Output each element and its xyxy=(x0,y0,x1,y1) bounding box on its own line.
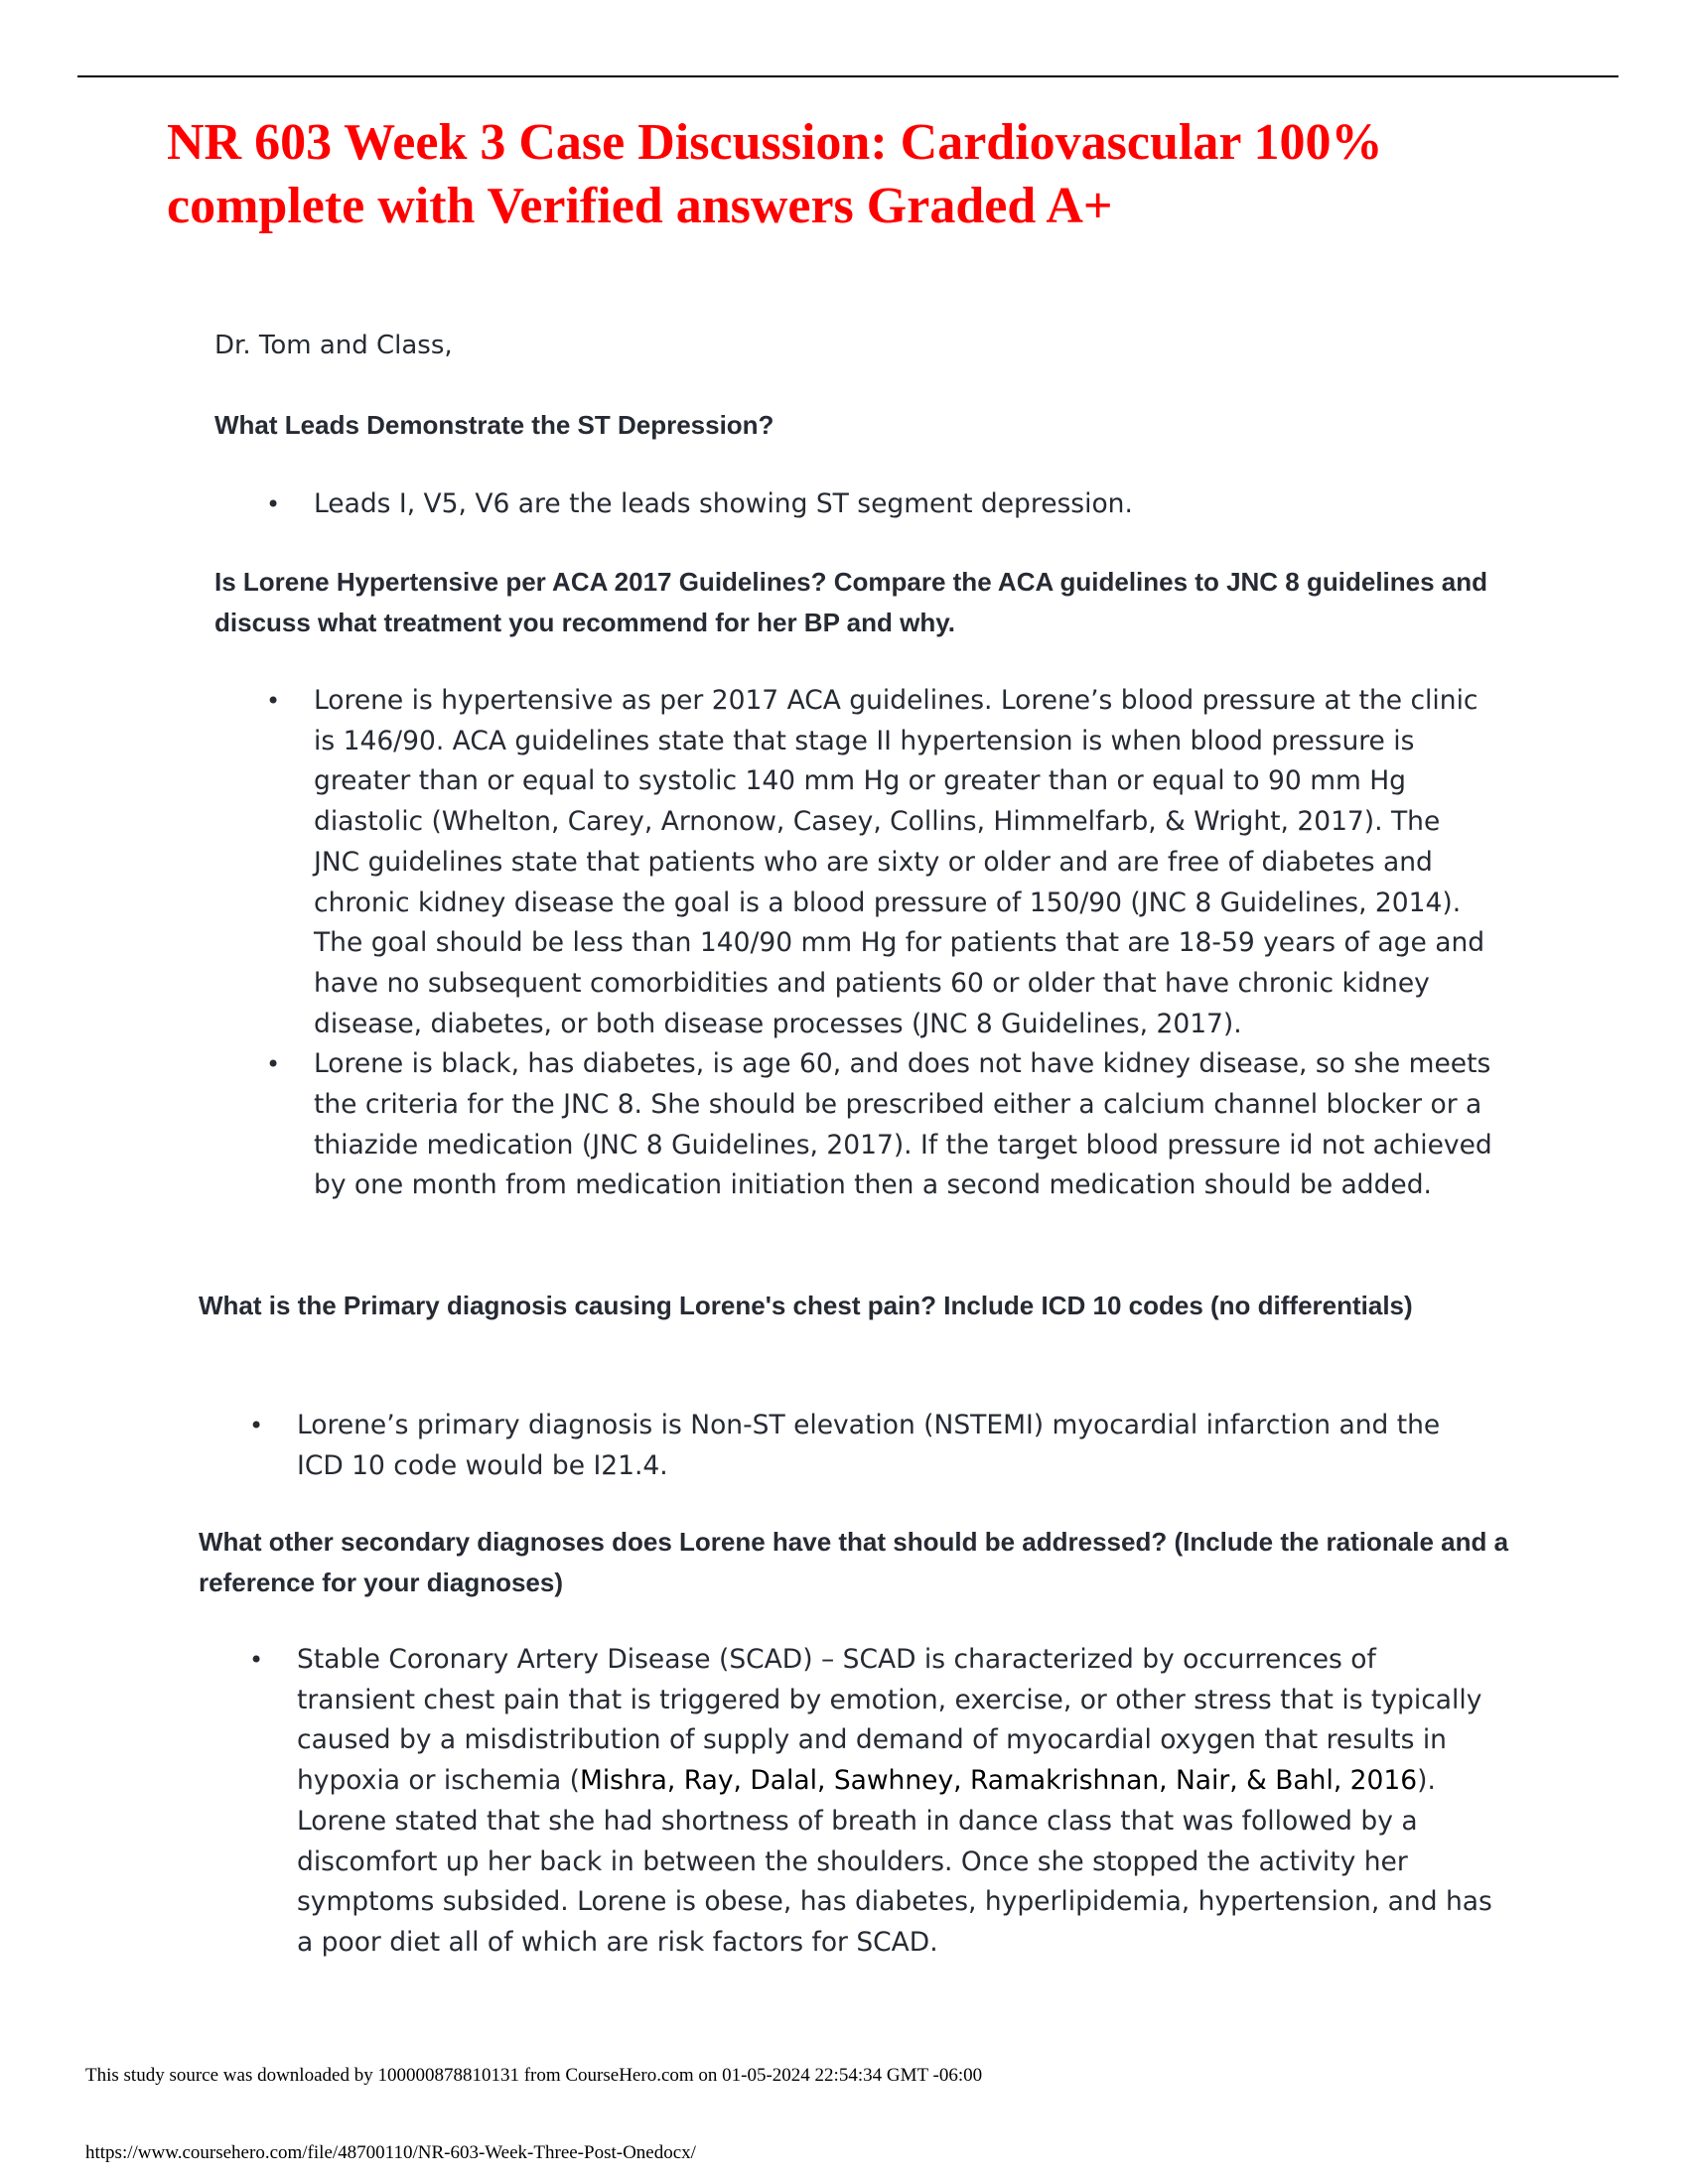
section-list-secondary-diagnoses xyxy=(249,1640,1494,1964)
document-title: NR 603 Week 3 Case Discussion: Cardiovascular 100% complete with Verified answers Graded A+ xyxy=(167,114,1383,234)
bullet-icon: • xyxy=(266,1050,281,1079)
section-list-primary-diagnosis xyxy=(249,1406,1488,1486)
bullet-icon: • xyxy=(249,1412,264,1439)
section-list-hypertension xyxy=(266,681,1493,1206)
list-item: • Lorene is hypertensive as per 2017 ACA guidelines. Lorene’s blood pressure at the clinic is 146/90. ACA guidelines state that stage II hypertension is when blood pressure is greater than or equal to systolic 140 mm Hg or greater than or equal to 90 mm Hg diastolic (Whelton, Carey, Arnonow, Casey, Collins, Himmelfarb, & Wright, 2017). The JNC guidelines state that patients who are sixty or older and are free of diabetes and chronic kidney disease the goal is a blood pressure of 150/90 (JNC 8 Guidelines, 2014). The goal should be less than 140/90 mm Hg for patients that are 18-59 years of age and have no subsequent comorbidities and patients 60 or older that have chronic kidney disease, diabetes, or both disease processes (JNC 8 Guidelines, 2017). xyxy=(314,681,1493,1044)
section-list-st-depression xyxy=(266,484,1505,525)
section-heading-primary-diagnosis: What is the Primary diagnosis causing Lorene's chest pain? Include ICD 10 codes (no differentials) xyxy=(199,1291,1413,1320)
list-item: • Lorene’s primary diagnosis is Non-ST elevation (NSTEMI) myocardial infarction and the ICD 10 code would be I21.4. xyxy=(297,1406,1488,1486)
section-heading-hypertension: Is Lorene Hypertensive per ACA 2017 Guidelines? Compare the ACA guidelines to JNC 8 guidelines and discuss what treatment you recommend for her BP and why. xyxy=(214,567,1488,637)
section-heading-st-depression: What Leads Demonstrate the ST Depression? xyxy=(214,410,774,440)
list-item: • Leads I, V5, V6 are the leads showing ST segment depression. xyxy=(314,484,1505,525)
salutation: Dr. Tom and Class, xyxy=(214,331,453,360)
citation: Mishra, Ray, Dalal, Sawhney, Ramakrishnan, Nair, & Bahl, 2016 xyxy=(579,1765,1418,1797)
bullet-icon: • xyxy=(266,490,281,518)
bullet-icon: • xyxy=(249,1646,264,1674)
top-divider xyxy=(77,75,1618,77)
list-item: • Lorene is black, has diabetes, is age 60, and does not have kidney disease, so she meets the criteria for the JNC 8. She should be prescribed either a calcium channel blocker or a thiazide medication (JNC 8 Guidelines, 2017). If the target blood pressure id not achieved by one month from medication initiation then a second medication should be added. xyxy=(314,1044,1493,1206)
source-url-link[interactable]: https://www.coursehero.com/file/48700110/NR-603-Week-Three-Post-Onedocx/ xyxy=(85,2142,696,2163)
list-item: • Stable Coronary Artery Disease (SCAD) – SCAD is characterized by occurrences of transient chest pain that is triggered by emotion, exercise, or other stress that is typically caused by a misdistribution of supply and demand of myocardial oxygen that results in hypoxia or ischemia (Mishra, Ray, Dalal, Sawhney, Ramakrishnan, Nair, & Bahl, 2016). Lorene stated that she had shortness of breath in dance class that was followed by a discomfort up her back in between the shoulders. Once she stopped the activity her symptoms subsided. Lorene is obese, has diabetes, hyperlipidemia, hypertension, and has a poor diet all of which are risk factors for SCAD. xyxy=(297,1640,1494,1964)
download-note: This study source was downloaded by 100000878810131 from CourseHero.com on 01-05-2024 22:54:34 GMT -06:00 xyxy=(85,2065,983,2086)
section-heading-secondary-diagnoses: What other secondary diagnoses does Lorene have that should be addressed? (Include the rationale and a reference for your diagnoses) xyxy=(199,1527,1509,1597)
bullet-icon: • xyxy=(266,687,281,715)
